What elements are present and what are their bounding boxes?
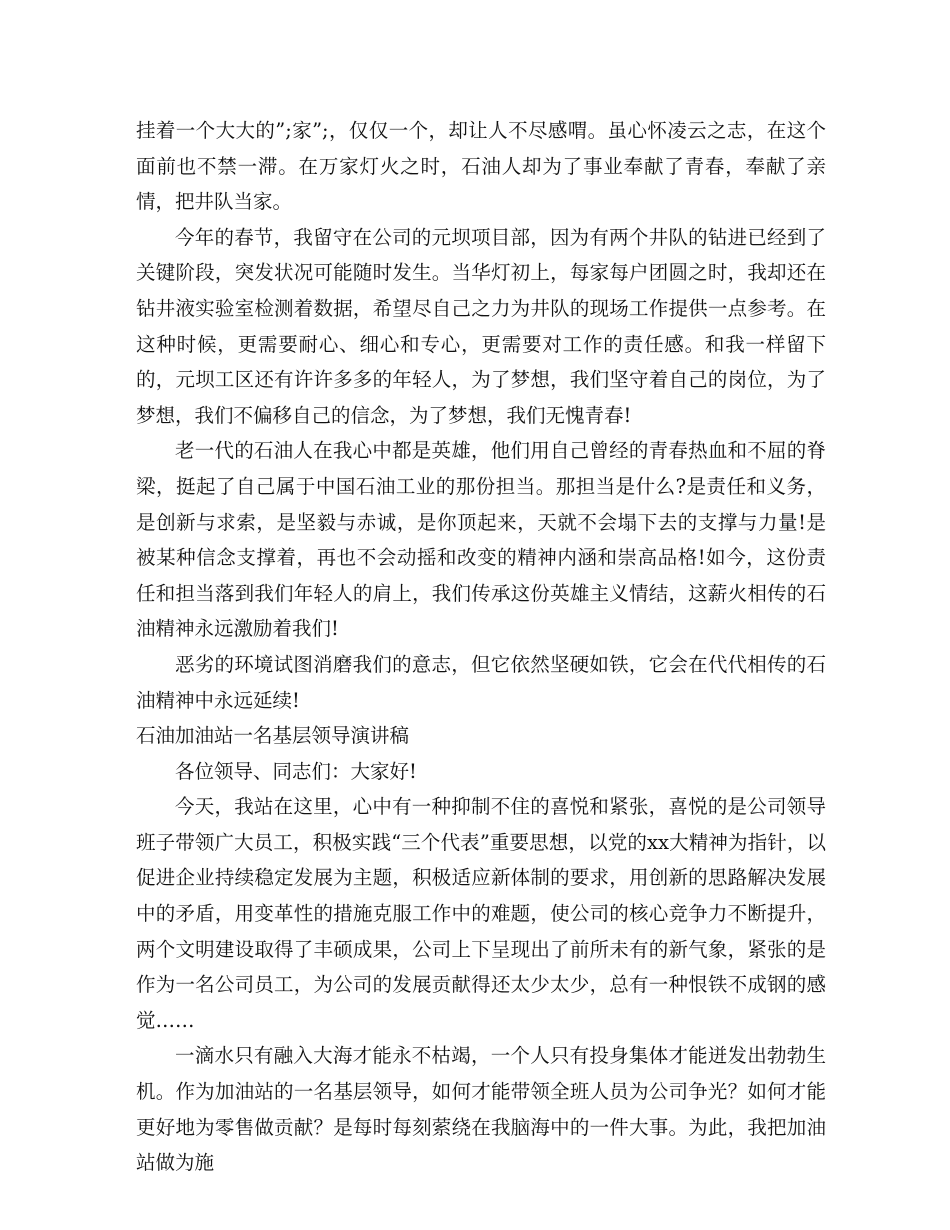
paragraph-3: 老一代的石油人在我心中都是英雄，他们用自己曾经的青春热血和不屈的脊梁，挺起了自己属于中国石油工业的那份担当。那担当是什么?是责任和义务，是创新与求索，是坚毅与赤诚，是你顶起来，天就不会塌下去的支撑与力量!是被某种信念支撑着，再也不会动摇和改变的精神内涵和崇高品格!如今，这份责任和担当落到我们年轻人的肩上，我们传承这份英雄主义情结，这薪火相传的石油精神永远激励着我们! xyxy=(136,439,826,641)
paragraph-8: 一滴水只有融入大海才能永不枯竭，一个人只有投身集体才能迸发出勃勃生机。作为加油站的一名基层领导，如何才能带领全班人员为公司争光？如何才能更好地为零售做贡献？是每时每刻萦绕在我脑海中的一件大事。为此，我把加油站做为施 xyxy=(136,1044,826,1175)
section-title: 石油加油站一名基层领导演讲稿 xyxy=(136,724,410,748)
paragraph-4: 恶劣的环境试图消磨我们的意志，但它依然坚硬如铁，它会在代代相传的石油精神中永远延续! xyxy=(136,652,826,712)
paragraph-1: 挂着一个大大的”;家”;，仅仅一个，却让人不尽感喟。虽心怀凌云之志，在这个面前也不禁一滞。在万家灯火之时，石油人却为了事业奉献了青春，奉献了亲情，把井队当家。 xyxy=(136,119,826,214)
paragraph-7: 今天，我站在这里，心中有一种抑制不住的喜悦和紧张，喜悦的是公司领导班子带领广大员工，积极实践“三个代表”重要思想，以党的xx大精神为指针，以促进企业持续稳定发展为主题，积极适应新体制的要求，用创新的思路解决发展中的矛盾，用变革性的措施克服工作中的难题，使公司的核心竞争力不断提升，两个文明建设取得了丰硕成果，公司上下呈现出了前所未有的新气象，紧张的是作为一名公司员工，为公司的发展贡献得还太少太少，总有一种恨铁不成钢的感觉…… xyxy=(136,795,826,1032)
document-body xyxy=(136,113,826,1181)
paragraph-2: 今年的春节，我留守在公司的元坝项目部，因为有两个井队的钻进已经到了关键阶段，突发状况可能随时发生。当华灯初上，每家每户团圆之时，我却还在钻井液实验室检测着数据，希望尽自己之力为井队的现场工作提供一点参考。在这种时候，更需要耐心、细心和专心，更需要对工作的责任感。和我一样留下的，元坝工区还有许许多多的年轻人，为了梦想，我们坚守着自己的岗位，为了梦想，我们不偏移自己的信念，为了梦想，我们无愧青春! xyxy=(136,225,826,427)
greeting: 各位领导、同志们：大家好! xyxy=(175,759,417,783)
